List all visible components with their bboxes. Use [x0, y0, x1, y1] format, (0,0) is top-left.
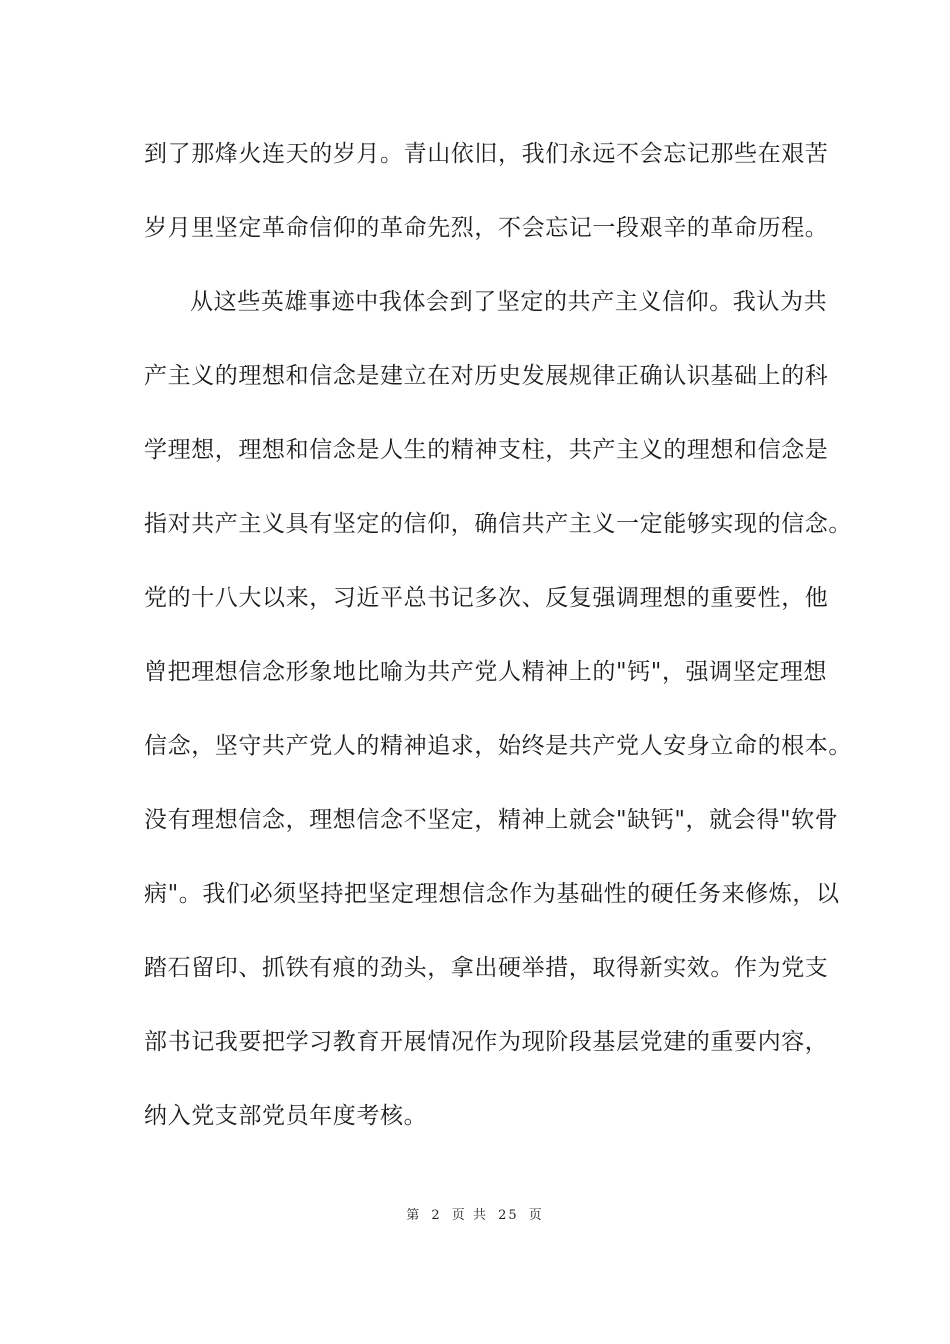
- text-line: 产主义的理想和信念是建立在对历史发展规律正确认识基础上的科: [144, 363, 829, 389]
- text-line: 指对共产主义具有坚定的信仰，确信共产主义一定能够实现的信念。: [144, 511, 852, 537]
- text-line: 部书记我要把学习教育开展情况作为现阶段基层党建的重要内容，: [144, 1029, 829, 1055]
- current-page-number: 2: [431, 1208, 442, 1223]
- footer-prefix: 第: [406, 1208, 422, 1223]
- footer-suffix: 页: [528, 1208, 544, 1223]
- text-line: 到了那烽火连天的岁月。青山依旧，我们永远不会忘记那些在艰苦: [144, 141, 829, 167]
- footer-middle: 页 共: [451, 1208, 488, 1223]
- text-line: 没有理想信念，理想信念不坚定，精神上就会"缺钙"，就会得"软骨: [144, 807, 839, 833]
- text-line: 信念，坚守共产党人的精神追求，始终是共产党人安身立命的根本。: [144, 733, 852, 759]
- body-text: [144, 132, 852, 1168]
- total-pages: 25: [498, 1208, 519, 1223]
- text-line: 踏石留印、抓铁有痕的劲头，拿出硬举措，取得新实效。作为党支: [144, 955, 829, 981]
- text-line: 党的十八大以来，习近平总书记多次、反复强调理想的重要性，他: [144, 585, 829, 611]
- text-line: 岁月里坚定革命信仰的革命先烈，不会忘记一段艰辛的革命历程。: [144, 215, 829, 241]
- text-line: 学理想，理想和信念是人生的精神支柱，共产主义的理想和信念是: [144, 437, 829, 463]
- page-footer: [0, 1204, 950, 1223]
- text-line: 曾把理想信念形象地比喻为共产党人精神上的"钙"，强调坚定理想: [144, 659, 828, 685]
- text-line: 病"。我们必须坚持把坚定理想信念作为基础性的硬任务来修炼，以: [144, 881, 840, 907]
- text-line: 纳入党支部党员年度考核。: [144, 1103, 428, 1129]
- text-line: 从这些英雄事迹中我体会到了坚定的共产主义信仰。我认为共: [190, 289, 828, 315]
